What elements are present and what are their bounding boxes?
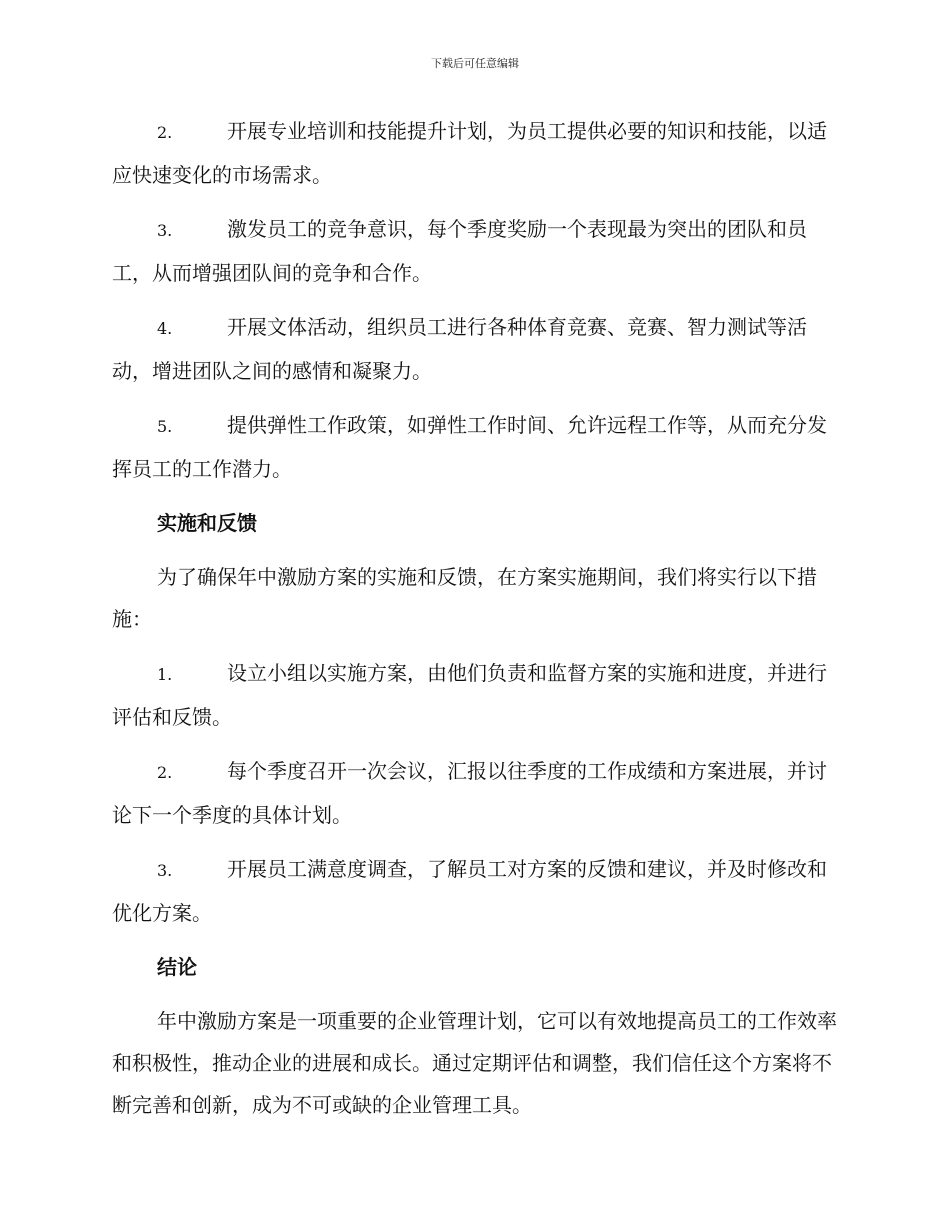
page-header: 下载后可任意编辑 (431, 57, 519, 70)
conclusion-paragraph: 年中激励方案是一项重要的企业管理计划，它可以有效地提高员工的工作效率和积极性，推动企业的进展和成长。通过定期评估和调整，我们信任这个方案将不断完善和创新，成为不可或缺的企业管理工具。 (112, 1009, 837, 1117)
list-item-number: 3. (157, 221, 173, 240)
list-item (112, 110, 840, 196)
list-item (112, 750, 840, 836)
list-item-text: 提供弹性工作政策，如弹性工作时间、允许远程工作等，从而充分发挥员工的工作潜力。 (112, 413, 827, 481)
list-item (112, 652, 840, 738)
section-heading-conclusion: 结论 (157, 955, 197, 979)
list-item (112, 848, 840, 934)
list-item-number: 4. (157, 319, 173, 338)
list-item-number: 2. (157, 763, 173, 782)
list-item (112, 208, 840, 294)
list-item-text: 开展员工满意度调查，了解员工对方案的反馈和建议，并及时修改和优化方案。 (112, 857, 827, 925)
list-item-text: 每个季度召开一次会议，汇报以往季度的工作成绩和方案进展，并讨论下一个季度的具体计划。 (112, 759, 827, 827)
document-content (112, 110, 840, 1138)
list-item-number: 5. (157, 417, 173, 436)
list-item-text: 激发员工的竞争意识，每个季度奖励一个表现最为突出的团队和员工，从而增强团队间的竞争和合作。 (112, 217, 807, 285)
list-item-number: 2. (157, 123, 173, 142)
list-item-text: 开展文体活动，组织员工进行各种体育竞赛、竞赛、智力测试等活动，增进团队之间的感情和凝聚力。 (112, 315, 807, 383)
list-item-text: 设立小组以实施方案，由他们负责和监督方案的实施和进度，并进行评估和反馈。 (112, 661, 827, 729)
list-item (112, 306, 840, 392)
list-item-text: 开展专业培训和技能提升计划，为员工提供必要的知识和技能，以适应快速变化的市场需求。 (112, 119, 827, 187)
section-heading-implementation: 实施和反馈 (157, 511, 257, 535)
list-item-number: 3. (157, 861, 173, 880)
section-intro-paragraph: 为了确保年中激励方案的实施和反馈，在方案实施期间，我们将实行以下措施： (112, 565, 817, 631)
list-item-number: 1. (157, 665, 173, 684)
list-item (112, 404, 840, 490)
